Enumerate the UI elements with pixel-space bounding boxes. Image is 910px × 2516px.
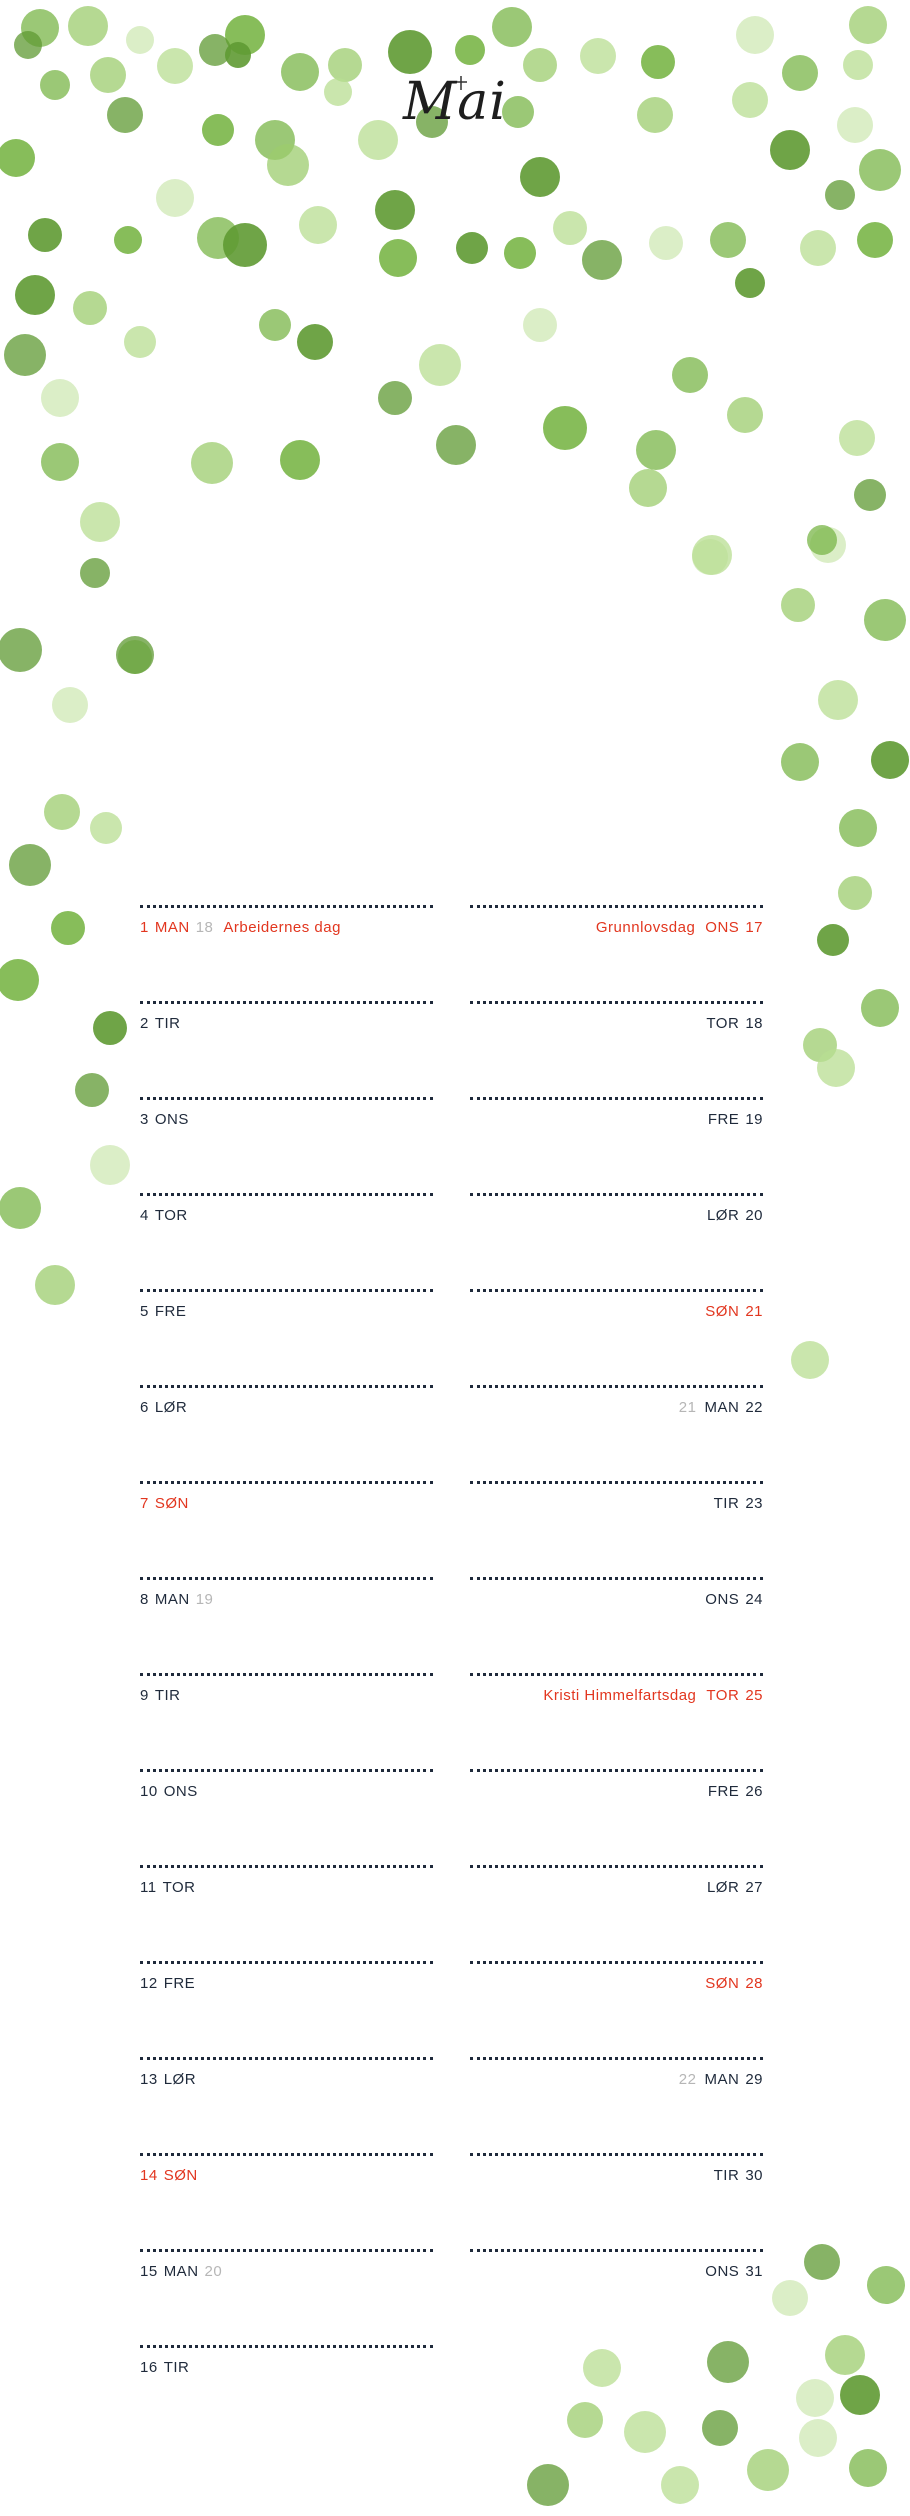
- day-line: [140, 1591, 219, 1608]
- weekday-label: LØR: [154, 1399, 188, 1416]
- weekday-label: SØN: [705, 1975, 740, 1992]
- weekday-label: FRE: [707, 1783, 740, 1800]
- watercolor-dot: [41, 443, 79, 481]
- weekday-label: LØR: [706, 1207, 740, 1224]
- watercolor-dot: [629, 469, 667, 507]
- watercolor-dot: [4, 334, 46, 376]
- day-line: [705, 2263, 763, 2280]
- day-number: 6: [140, 1399, 149, 1416]
- watercolor-dot: [456, 232, 488, 264]
- watercolor-dot: [624, 2411, 666, 2453]
- watercolor-dot: [523, 308, 557, 342]
- day-number: 27: [745, 1879, 763, 1896]
- day-line: [707, 1879, 763, 1896]
- day-number: 22: [745, 1399, 763, 1416]
- holiday-label: Kristi Himmelfartsdag: [543, 1687, 697, 1704]
- watercolor-dot: [267, 144, 309, 186]
- weekday-label: SØN: [154, 1495, 189, 1512]
- watercolor-dot: [781, 588, 815, 622]
- day-number: 17: [745, 919, 763, 936]
- day-number: 15: [140, 2263, 158, 2280]
- watercolor-dot: [661, 2466, 699, 2504]
- days-column-right: [470, 905, 763, 2345]
- day-number: 19: [745, 1111, 763, 1128]
- weekday-label: TOR: [706, 1687, 740, 1704]
- month-title-wrap: [0, 72, 910, 132]
- day-row-5[interactable]: [140, 1289, 433, 1385]
- day-row-23[interactable]: [470, 1481, 763, 1577]
- watercolor-dot: [375, 190, 415, 230]
- day-line: [140, 1399, 187, 1416]
- watercolor-dot: [90, 1145, 130, 1185]
- day-row-1[interactable]: [140, 905, 433, 1001]
- watercolor-dot: [223, 223, 267, 267]
- watercolor-dot: [692, 535, 732, 575]
- day-row-29[interactable]: [470, 2057, 763, 2153]
- weekday-label: TOR: [706, 1015, 740, 1032]
- watercolor-dot: [849, 2449, 887, 2487]
- day-line: [707, 1207, 763, 1224]
- day-number: 14: [140, 2167, 158, 2184]
- day-row-3[interactable]: [140, 1097, 433, 1193]
- watercolor-dot: [817, 924, 849, 956]
- watercolor-dot: [68, 6, 108, 46]
- weekday-label: FRE: [154, 1303, 187, 1320]
- day-line: [543, 1687, 763, 1704]
- day-number: 5: [140, 1303, 149, 1320]
- day-row-18[interactable]: [470, 1001, 763, 1097]
- watercolor-dot: [707, 2341, 749, 2383]
- day-number: 30: [745, 2167, 763, 2184]
- day-row-12[interactable]: [140, 1961, 433, 2057]
- day-number: 16: [140, 2359, 158, 2376]
- weekday-label: TIR: [163, 2359, 190, 2376]
- watercolor-dot: [44, 794, 80, 830]
- watercolor-dot: [867, 2266, 905, 2304]
- weekday-label: TOR: [162, 1879, 196, 1896]
- watercolor-dot: [191, 442, 233, 484]
- watercolor-dot: [791, 1341, 829, 1379]
- watercolor-dot: [804, 2244, 840, 2280]
- day-number: 25: [745, 1687, 763, 1704]
- day-row-20[interactable]: [470, 1193, 763, 1289]
- weekday-label: ONS: [163, 1783, 198, 1800]
- week-number: 19: [195, 1591, 214, 1608]
- day-line: [706, 1015, 763, 1032]
- weekday-label: TIR: [154, 1687, 181, 1704]
- watercolor-dot: [51, 911, 85, 945]
- day-number: 8: [140, 1591, 149, 1608]
- weekday-label: LØR: [706, 1879, 740, 1896]
- watercolor-dot: [73, 291, 107, 325]
- day-line: [140, 2167, 198, 2184]
- day-number: 12: [140, 1975, 158, 1992]
- day-row-2[interactable]: [140, 1001, 433, 1097]
- watercolor-dot: [35, 1265, 75, 1305]
- watercolor-dot: [781, 743, 819, 781]
- day-line: [140, 919, 341, 936]
- weekday-label: SØN: [705, 1303, 740, 1320]
- day-line: [140, 1783, 198, 1800]
- weekday-label: MAN: [154, 919, 190, 936]
- day-line: [140, 1303, 186, 1320]
- watercolor-dot: [80, 558, 110, 588]
- watercolor-dot: [259, 309, 291, 341]
- watercolor-dot: [582, 240, 622, 280]
- watercolor-dot: [583, 2349, 621, 2387]
- weekday-label: FRE: [707, 1111, 740, 1128]
- watercolor-dot: [80, 502, 120, 542]
- day-row-19[interactable]: [470, 1097, 763, 1193]
- day-line: [140, 1207, 188, 1224]
- day-line: [714, 2167, 763, 2184]
- watercolor-dot: [799, 2419, 837, 2457]
- day-number: 29: [745, 2071, 763, 2088]
- watercolor-dot: [114, 226, 142, 254]
- watercolor-dot: [388, 30, 432, 74]
- watercolor-dot: [567, 2402, 603, 2438]
- watercolor-dot: [225, 42, 251, 68]
- watercolor-dot: [280, 440, 320, 480]
- day-line: [679, 2071, 763, 2088]
- watercolor-dot: [864, 599, 906, 641]
- day-row-6[interactable]: [140, 1385, 433, 1481]
- holiday-label: Arbeidernes dag: [223, 919, 341, 936]
- day-number: 23: [745, 1495, 763, 1512]
- watercolor-dot: [818, 680, 858, 720]
- watercolor-dot: [859, 149, 901, 191]
- day-row-13[interactable]: [140, 2057, 433, 2153]
- watercolor-dot: [553, 211, 587, 245]
- watercolor-dot: [649, 226, 683, 260]
- watercolor-dot: [543, 406, 587, 450]
- watercolor-dot: [747, 2449, 789, 2491]
- watercolor-dot: [297, 324, 333, 360]
- watercolor-dot: [0, 959, 39, 1001]
- watercolor-dot: [580, 38, 616, 74]
- day-row-22[interactable]: [470, 1385, 763, 1481]
- week-number: 18: [195, 919, 214, 936]
- watercolor-dot: [871, 741, 909, 779]
- watercolor-dot: [156, 179, 194, 217]
- day-number: 7: [140, 1495, 149, 1512]
- day-line: [140, 1015, 181, 1032]
- watercolor-dot: [14, 31, 42, 59]
- day-line: [705, 1303, 763, 1320]
- watercolor-dot: [796, 2379, 834, 2417]
- weekday-label: ONS: [154, 1111, 189, 1128]
- watercolor-dot: [75, 1073, 109, 1107]
- day-row-21[interactable]: [470, 1289, 763, 1385]
- watercolor-dot: [90, 812, 122, 844]
- day-line: [140, 2263, 228, 2280]
- weekday-label: MAN: [704, 1399, 740, 1416]
- day-line: [140, 1975, 195, 1992]
- watercolor-dot: [116, 636, 154, 674]
- day-row-7[interactable]: [140, 1481, 433, 1577]
- day-number: 10: [140, 1783, 158, 1800]
- day-number: 28: [745, 1975, 763, 1992]
- day-line: [140, 1687, 181, 1704]
- watercolor-dot: [770, 130, 810, 170]
- watercolor-dot: [455, 35, 485, 65]
- week-number: 20: [204, 2263, 223, 2280]
- watercolor-dot: [0, 628, 42, 672]
- watercolor-dot: [436, 425, 476, 465]
- watercolor-dot: [825, 2335, 865, 2375]
- watercolor-dot: [861, 989, 899, 1027]
- watercolor-dot: [702, 2410, 738, 2446]
- day-number: 26: [745, 1783, 763, 1800]
- day-row-27[interactable]: [470, 1865, 763, 1961]
- watercolor-dot: [727, 397, 763, 433]
- watercolor-dot: [379, 239, 417, 277]
- day-number: 21: [745, 1303, 763, 1320]
- watercolor-dot: [492, 7, 532, 47]
- day-row-11[interactable]: [140, 1865, 433, 1961]
- watercolor-dot: [126, 26, 154, 54]
- watercolor-dot: [527, 2464, 569, 2506]
- day-number: 2: [140, 1015, 149, 1032]
- day-row-4[interactable]: [140, 1193, 433, 1289]
- watercolor-dot: [520, 157, 560, 197]
- day-number: 24: [745, 1591, 763, 1608]
- week-number: 21: [678, 1399, 697, 1416]
- week-number: 22: [678, 2071, 697, 2088]
- watercolor-dot: [504, 237, 536, 269]
- watercolor-dot: [15, 275, 55, 315]
- day-row-24[interactable]: [470, 1577, 763, 1673]
- day-row-17[interactable]: [470, 905, 763, 1001]
- day-number: 20: [745, 1207, 763, 1224]
- day-line: [140, 1879, 195, 1896]
- watercolor-dot: [772, 2280, 808, 2316]
- day-line: [679, 1399, 763, 1416]
- weekday-label: TIR: [713, 2167, 740, 2184]
- weekday-label: LØR: [163, 2071, 197, 2088]
- watercolor-dot: [378, 381, 412, 415]
- watercolor-dot: [0, 1187, 41, 1229]
- day-row-28[interactable]: [470, 1961, 763, 2057]
- day-line: [708, 1111, 763, 1128]
- day-row-15[interactable]: [140, 2249, 433, 2345]
- weekday-label: TOR: [154, 1207, 188, 1224]
- day-number: 1: [140, 919, 149, 936]
- watercolor-dot: [735, 268, 765, 298]
- watercolor-dot: [825, 180, 855, 210]
- day-row-10[interactable]: [140, 1769, 433, 1865]
- weekday-label: MAN: [163, 2263, 199, 2280]
- day-line: [140, 1111, 189, 1128]
- weekday-label: SØN: [163, 2167, 198, 2184]
- day-number: 18: [745, 1015, 763, 1032]
- days-column-left: [140, 905, 433, 2441]
- day-number: 13: [140, 2071, 158, 2088]
- weekday-label: MAN: [154, 1591, 190, 1608]
- watercolor-dot: [839, 809, 877, 847]
- watercolor-dot: [41, 379, 79, 417]
- watercolor-dot: [9, 844, 51, 886]
- day-row-31[interactable]: [470, 2249, 763, 2345]
- day-number: 31: [745, 2263, 763, 2280]
- watercolor-dot: [0, 139, 35, 177]
- month-title: Mai: [403, 72, 507, 132]
- watercolor-dot: [93, 1011, 127, 1045]
- weekday-label: ONS: [705, 1591, 740, 1608]
- watercolor-dot: [672, 357, 708, 393]
- day-line: [714, 1495, 763, 1512]
- watercolor-dot: [854, 479, 886, 511]
- watercolor-dot: [710, 222, 746, 258]
- watercolor-dot: [800, 230, 836, 266]
- day-line: [708, 1783, 763, 1800]
- day-line: [705, 1975, 763, 1992]
- day-number: 9: [140, 1687, 149, 1704]
- watercolor-dot: [636, 430, 676, 470]
- weekday-label: FRE: [163, 1975, 196, 1992]
- day-row-14[interactable]: [140, 2153, 433, 2249]
- day-row-16[interactable]: [140, 2345, 433, 2441]
- day-line: [705, 1591, 763, 1608]
- day-line: [596, 919, 763, 936]
- watercolor-dot: [857, 222, 893, 258]
- watercolor-dot: [849, 6, 887, 44]
- watercolor-dot: [299, 206, 337, 244]
- weekday-label: ONS: [705, 2263, 740, 2280]
- holiday-label: Grunnlovsdag: [595, 919, 696, 936]
- watercolor-dot: [736, 16, 774, 54]
- day-row-26[interactable]: [470, 1769, 763, 1865]
- day-row-8[interactable]: [140, 1577, 433, 1673]
- day-number: 4: [140, 1207, 149, 1224]
- watercolor-dot: [838, 876, 872, 910]
- watercolor-dot: [52, 687, 88, 723]
- day-number: 3: [140, 1111, 149, 1128]
- watercolor-dot: [840, 2375, 880, 2415]
- weekday-label: TIR: [713, 1495, 740, 1512]
- day-row-30[interactable]: [470, 2153, 763, 2249]
- watercolor-dot: [817, 1049, 855, 1087]
- day-row-25[interactable]: [470, 1673, 763, 1769]
- day-line: [140, 1495, 189, 1512]
- weekday-label: MAN: [704, 2071, 740, 2088]
- day-row-9[interactable]: [140, 1673, 433, 1769]
- watercolor-dot: [28, 218, 62, 252]
- watercolor-dot: [807, 525, 837, 555]
- watercolor-dot: [124, 326, 156, 358]
- day-line: [140, 2359, 189, 2376]
- weekday-label: ONS: [705, 919, 740, 936]
- weekday-label: TIR: [154, 1015, 181, 1032]
- watercolor-dot: [839, 420, 875, 456]
- day-line: [140, 2071, 196, 2088]
- day-number: 11: [140, 1879, 157, 1896]
- watercolor-dot: [419, 344, 461, 386]
